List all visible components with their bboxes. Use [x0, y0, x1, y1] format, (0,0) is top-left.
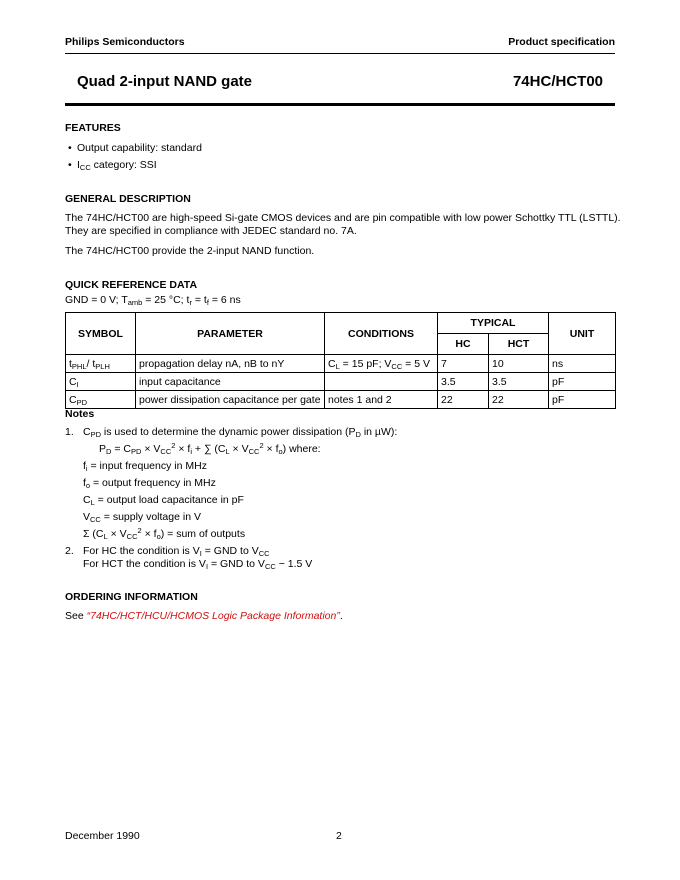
- definition-fi: $f_i$ = input frequency in MHz: [83, 460, 207, 473]
- document-type: Product specification: [508, 36, 615, 48]
- quick-reference-conditions: GND = 0 V; $T_{amb} = 25$ °C; $t_r = t_f = 6$ ns: [65, 294, 241, 307]
- part-number: 74HC/HCT00: [512, 73, 603, 90]
- col-typical: TYPICAL: [438, 313, 549, 334]
- col-hct: HCT: [489, 334, 549, 355]
- col-symbol: SYMBOL: [66, 313, 136, 355]
- quick-reference-heading: QUICK REFERENCE DATA: [65, 279, 198, 291]
- table-row: [66, 391, 616, 409]
- note-2-hc: For HC the condition is $V_I$ = GND to $V_{CC}$: [83, 545, 270, 558]
- note-2-hct: For HCT the condition is $V_I$ = GND to $V_{CC} - 1.5$ V: [83, 558, 313, 571]
- cell-unit: pF: [549, 373, 616, 391]
- col-unit: UNIT: [549, 313, 616, 355]
- notes-heading: Notes: [65, 408, 95, 420]
- cell-symbol: $C_I$: [66, 373, 136, 391]
- package-info-link[interactable]: “74HC/HCT/HCU/HCMOS Logic Package Information”: [86, 610, 340, 622]
- table-row: [66, 373, 616, 391]
- table-row: [66, 355, 616, 373]
- features-heading: FEATURES: [65, 122, 121, 134]
- definition-fo: $f_o$ = output frequency in MHz: [83, 477, 216, 490]
- col-hc: HC: [438, 334, 489, 355]
- col-conditions: CONDITIONS: [325, 313, 438, 355]
- cell-unit: ns: [549, 355, 616, 373]
- definition-vcc: $V_{CC}$ = supply voltage in V: [83, 511, 201, 524]
- feature-item: Output capability: standard: [77, 142, 202, 154]
- description-paragraph: The 74HC/HCT00 provide the 2-input NAND function.: [65, 245, 315, 257]
- cell-hc: 22: [438, 391, 489, 409]
- cell-hct: 10: [489, 355, 549, 373]
- description-line: They are specified in compliance with JEDEC standard no. 7A.: [65, 225, 357, 237]
- ordering-heading: ORDERING INFORMATION: [65, 591, 198, 603]
- general-description-heading: GENERAL DESCRIPTION: [65, 193, 191, 205]
- cell-hct: 22: [489, 391, 549, 409]
- power-formula: $P_D = C_{PD} \times V_{CC}^2 \times f_i$ + ∑ $(C_L \times V_{CC}^2 \times f_o)$ where:: [99, 441, 321, 456]
- cell-conditions: $C_L = 15$ pF; $V_{CC} = 5$ V: [325, 355, 438, 373]
- cell-unit: pF: [549, 391, 616, 409]
- page-title: Quad 2-input NAND gate: [77, 73, 252, 90]
- cell-hc: 3.5: [438, 373, 489, 391]
- note-1: $C_{PD}$ is used to determine the dynamic power dissipation ($P_D$ in µW):: [83, 426, 398, 439]
- cell-conditions: [325, 373, 438, 391]
- cell-hct: 3.5: [489, 373, 549, 391]
- feature-item: $I_{CC}$ category: SSI: [77, 159, 157, 172]
- bullet: •: [68, 159, 72, 171]
- title-rule: [65, 103, 615, 106]
- definition-cl: $C_L$ = output load capacitance in pF: [83, 494, 244, 507]
- header-rule: [65, 53, 615, 54]
- note-number: 1.: [65, 426, 74, 438]
- cell-parameter: input capacitance: [136, 373, 325, 391]
- cell-parameter: propagation delay nA, nB to nY: [136, 355, 325, 373]
- col-parameter: PARAMETER: [136, 313, 325, 355]
- footer-date: December 1990: [65, 830, 140, 842]
- page-number: 2: [336, 830, 342, 842]
- definition-sum: Σ $(C_L \times V_{CC}^2 \times f_o)$ = sum of outputs: [83, 526, 246, 541]
- cell-hc: 7: [438, 355, 489, 373]
- description-line: The 74HC/HCT00 are high-speed Si-gate CMOS devices and are pin compatible with low power Schottky TTL (LSTTL).: [65, 212, 621, 224]
- cell-symbol: $C_{PD}$: [66, 391, 136, 409]
- ordering-text: See “74HC/HCT/HCU/HCMOS Logic Package Information”.: [65, 610, 343, 622]
- quick-reference-table: [65, 312, 616, 409]
- bullet: •: [68, 142, 72, 154]
- cell-symbol: $t_{PHL}/$ $t_{PLH}$: [66, 355, 136, 373]
- cell-parameter: power dissipation capacitance per gate: [136, 391, 325, 409]
- company-name: Philips Semiconductors: [65, 36, 185, 48]
- note-number: 2.: [65, 545, 74, 557]
- cell-conditions: notes 1 and 2: [325, 391, 438, 409]
